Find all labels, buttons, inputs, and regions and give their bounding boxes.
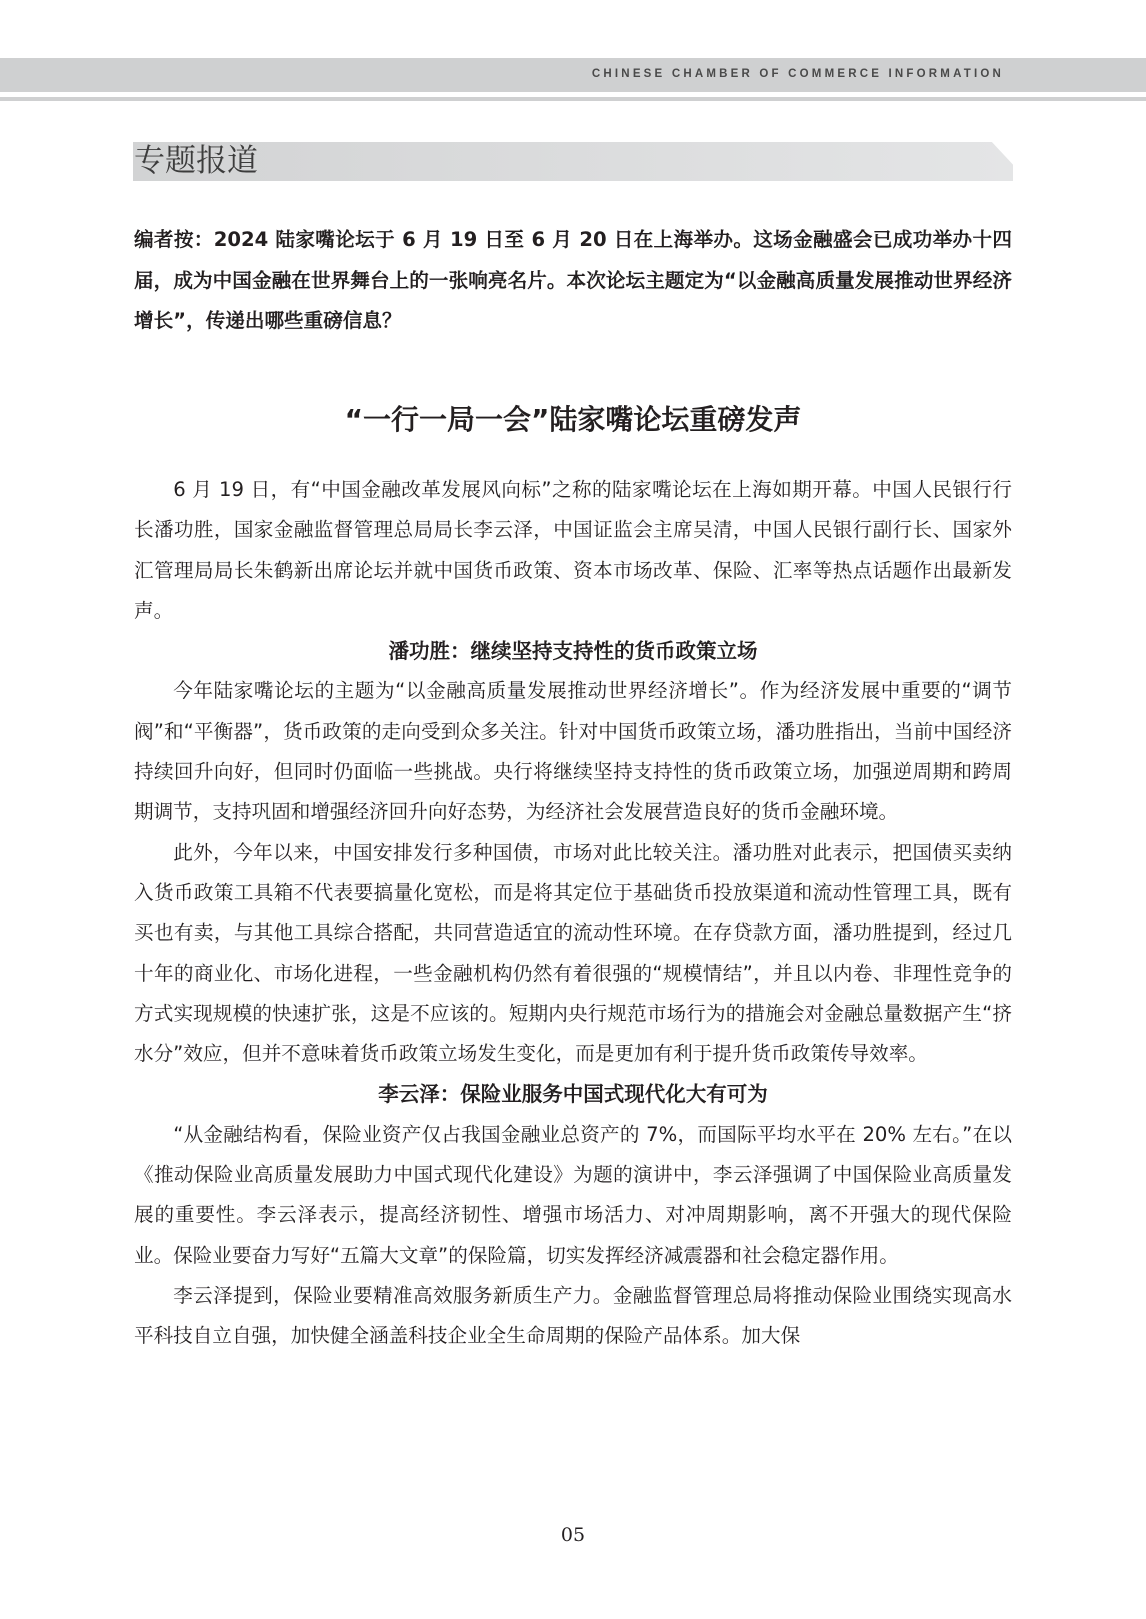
section-bar <box>133 142 1013 181</box>
editor-note: 编者按：2024 陆家嘴论坛于 6 月 19 日至 6 月 20 日在上海举办。这场金融盛会已成功举办十四届，成为中国金融在世界舞台上的一张响亮名片。本次论坛主题定为“以金融高质量发展推动世界经济增长”，传递出哪些重磅信息？ <box>134 228 1012 332</box>
masthead-rule <box>0 97 1146 101</box>
section-heading-li: 李云泽：保险业服务中国式现代化大有可为 <box>378 1082 768 1107</box>
section-heading-pan: 潘功胜：继续坚持支持性的货币政策立场 <box>388 639 758 664</box>
article-title: “一行一局一会”陆家嘴论坛重磅发声 <box>344 403 802 436</box>
article-paragraph: 李云泽提到，保险业要精准高效服务新质生产力。金融监督管理总局将推动保险业围绕实现高水平科技自立自强，加快健全涵盖科技企业全生命周期的保险产品体系。加大保 <box>134 1283 1012 1348</box>
section-title: 专题报道 <box>134 143 258 179</box>
page-number: 05 <box>560 1524 586 1546</box>
article-paragraph: “从金融结构看，保险业资产仅占我国金融业总资产的 7%，而国际平均水平在 20% 左右。”在以《推动保险业高质量发展助力中国式现代化建设》为题的演讲中，李云泽强调了中国保险业高质量发展的重要性。李云泽表示，提高经济韧性、增强市场活力、对冲周期影响，离不开强大的现代保险业。保险业要奋力写好“五篇大文章”的保险篇，切实发挥经济减震器和社会稳定器作用。 <box>134 1122 1012 1267</box>
publication-name: CHINESE CHAMBER OF COMMERCE INFORMATION <box>591 68 1004 80</box>
article-paragraph: 今年陆家嘴论坛的主题为“以金融高质量发展推动世界经济增长”。作为经济发展中重要的“调节阀”和“平衡器”，货币政策的走向受到众多关注。针对中国货币政策立场，潘功胜指出，当前中国经济持续回升向好，但同时仍面临一些挑战。央行将继续坚持支持性的货币政策立场，加强逆周期和跨周期调节，支持巩固和增强经济回升向好态势，为经济社会发展营造良好的货币金融环境。 <box>134 679 1012 824</box>
article-intro: 6 月 19 日，有“中国金融改革发展风向标”之称的陆家嘴论坛在上海如期开幕。中国人民银行行长潘功胜，国家金融监督管理总局局长李云泽，中国证监会主席吴清，中国人民银行副行长、国家外汇管理局局长朱鹤新出席论坛并就中国货币政策、资本市场改革、保险、汇率等热点话题作出最新发声。 <box>134 478 1012 622</box>
article-body <box>134 470 1012 1357</box>
article-paragraph: 此外，今年以来，中国安排发行多种国债，市场对此比较关注。潘功胜对此表示，把国债买卖纳入货币政策工具箱不代表要搞量化宽松，而是将其定位于基础货币投放渠道和流动性管理工具，既有买也有卖，与其他工具综合搭配，共同营造适宜的流动性环境。在存贷款方面，潘功胜提到，经过几十年的商业化、市场化进程，一些金融机构仍然有着很强的“规模情结”，并且以内卷、非理性竞争的方式实现规模的快速扩张，这是不应该的。短期内央行规范市场行为的措施会对金融总量数据产生“挤水分”效应，但并不意味着货币政策立场发生变化，而是更加有利于提升货币政策传导效率。 <box>134 840 1012 1066</box>
